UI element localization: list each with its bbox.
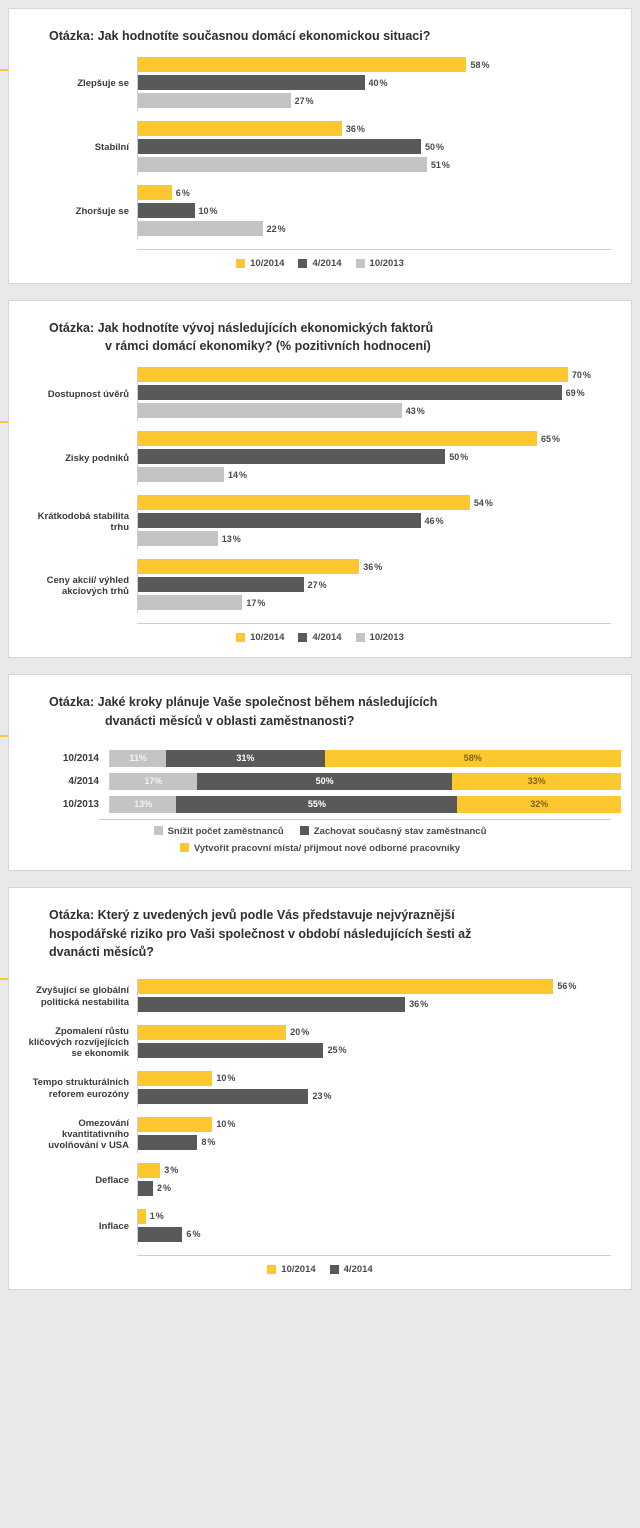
bar-value: 58: [470, 59, 481, 70]
bar-row: [138, 121, 621, 136]
legend-swatch-icon: [267, 1265, 276, 1274]
percent-sign: %: [138, 753, 147, 764]
chart-1-group-1: [19, 57, 621, 111]
bar-row: [138, 1117, 621, 1132]
stacked-row-label: 10/2014: [62, 752, 99, 764]
bar-row: [138, 1181, 621, 1196]
bar-row: [138, 367, 621, 382]
percent-sign: %: [537, 776, 546, 787]
percent-sign: %: [232, 533, 241, 544]
chart-1-category-label: Stabilní: [94, 142, 129, 154]
legend-swatch-icon: [154, 826, 163, 835]
bar-4-2014[interactable]: [138, 1043, 323, 1058]
legend-swatch-icon: [236, 259, 245, 268]
chart-2-category-label: Krátkodobá stabilita trhu: [37, 510, 129, 534]
percent-sign: %: [436, 141, 445, 152]
chart-3-title: [9, 675, 631, 735]
segment-value: 32: [530, 799, 541, 810]
chart-4-group-2: [19, 1025, 621, 1061]
bar-value: 6: [186, 1229, 192, 1240]
bar-row: [138, 403, 621, 418]
legend-label: 10/2013: [369, 632, 404, 644]
bar-value: 46: [424, 515, 435, 526]
legend-swatch-icon: [300, 826, 309, 835]
bar-row: [138, 1227, 621, 1242]
legend-item[interactable]: [154, 826, 284, 838]
bar-value: 36: [409, 999, 420, 1010]
chart-2-group-4: [19, 559, 621, 613]
bar-row: [138, 157, 621, 172]
legend-item[interactable]: [356, 632, 404, 643]
stacked-row-label: 10/2013: [62, 798, 99, 810]
percent-sign: %: [576, 387, 585, 398]
chart-1-category-label: Zhoršuje se: [75, 206, 129, 218]
bar-value: 70: [571, 369, 582, 380]
chart-4-category-label: Deflace: [95, 1175, 129, 1187]
bar-10-2013[interactable]: [138, 403, 402, 418]
bar-row: [138, 185, 621, 200]
percent-sign: %: [420, 999, 429, 1010]
bar-10-2013[interactable]: [138, 93, 291, 108]
bar-4-2014[interactable]: [138, 139, 421, 154]
bar-4-2014[interactable]: [138, 385, 562, 400]
legend-label: 4/2014: [312, 632, 342, 644]
bar-row: [138, 495, 621, 510]
segment-snizit[interactable]: [110, 796, 176, 813]
page-tick-mark: [0, 421, 8, 423]
segment-value: 11: [129, 753, 139, 764]
page-tick-mark: [0, 735, 8, 737]
bar-row: [138, 1163, 621, 1178]
bar-row: [138, 979, 621, 994]
bar-4-2014[interactable]: [138, 1089, 308, 1104]
bar-row: [138, 513, 621, 528]
bar-10-2014[interactable]: [138, 1117, 212, 1132]
chart-2-plot: [9, 361, 631, 624]
stacked-row-label: 4/2014: [68, 775, 99, 787]
bar-10-2014[interactable]: [138, 185, 172, 200]
bar-10-2014[interactable]: [138, 367, 568, 382]
percent-sign: %: [318, 579, 327, 590]
legend-item[interactable]: [236, 632, 284, 643]
chart-4-group-6: [19, 1209, 621, 1245]
bar-value: 40: [368, 77, 379, 88]
percent-sign: %: [338, 1045, 347, 1056]
chart-2-bars-3: [137, 495, 621, 549]
chart-2-bars-4: [137, 559, 621, 613]
legend-label: Vytvořit pracovní místa/ přijmout nové odborné pracovníky: [193, 842, 461, 854]
bar-value: 27: [294, 95, 305, 106]
bar-4-2014[interactable]: [138, 997, 405, 1012]
bar-row: [138, 577, 621, 592]
chart-4-group-4: [19, 1117, 621, 1153]
chart-4-bars-6: [137, 1209, 621, 1245]
chart-1-title: Otázka: Jak hodnotíte současnou domácí ekonomickou situaci?: [49, 29, 431, 43]
percent-sign: %: [356, 123, 365, 134]
stacked-row: [19, 773, 621, 790]
chart-2-bars-1: [137, 367, 621, 421]
bar-4-2014[interactable]: [138, 513, 421, 528]
percent-sign: %: [207, 1137, 216, 1148]
bar-4-2014[interactable]: [138, 203, 195, 218]
chart-card-4: [8, 887, 632, 1289]
chart-2-category-label: Ceny akcií/ výhled akciových trhů: [46, 574, 129, 598]
chart-4-bars-1: [137, 979, 621, 1015]
chart-3-title-line-1: Otázka: Jaké kroky plánuje Vaše společnost během následujících: [49, 695, 438, 710]
legend-swatch-icon: [298, 259, 307, 268]
legend-item[interactable]: [298, 632, 341, 643]
bar-row: [138, 1025, 621, 1040]
chart-4-category-label: Zvyšující se globální politická nestabilita: [36, 985, 129, 1008]
bar-10-2013[interactable]: [138, 595, 242, 610]
stacked-track: [109, 750, 621, 767]
bar-value: 50: [449, 451, 460, 462]
bar-value: 23: [312, 1091, 323, 1102]
chart-2-group-3: [19, 495, 621, 549]
chart-3-axis: [99, 819, 611, 820]
page-tick-mark: [0, 978, 8, 980]
percent-sign: %: [484, 497, 493, 508]
chart-2-legend: [9, 624, 631, 657]
legend-label: 10/2013: [369, 258, 404, 270]
chart-1-category-label: Zlepšuje se: [77, 78, 129, 90]
legend-item[interactable]: [298, 258, 341, 269]
segment-zachovat[interactable]: [166, 750, 324, 767]
bar-value: 51: [430, 159, 441, 170]
bar-row: [138, 1089, 621, 1104]
bar-row: [138, 203, 621, 218]
percent-sign: %: [301, 1027, 310, 1038]
bar-value: 14: [227, 469, 238, 480]
bar-row: [138, 449, 621, 464]
bar-10-2014[interactable]: [138, 1209, 146, 1224]
legend-item[interactable]: [300, 826, 487, 838]
page-tick-mark: [0, 69, 8, 71]
percent-sign: %: [170, 1165, 179, 1176]
segment-value: 31: [236, 753, 247, 764]
bar-row: [138, 385, 621, 400]
percent-sign: %: [568, 981, 577, 992]
bar-10-2014[interactable]: [138, 121, 342, 136]
chart-4-title-line-3: dvanácti měsíců?: [49, 944, 154, 959]
legend-swatch-icon: [298, 633, 307, 642]
percent-sign: %: [323, 1091, 332, 1102]
legend-swatch-icon: [180, 843, 189, 852]
percent-sign: %: [246, 753, 255, 764]
bar-10-2013[interactable]: [138, 221, 263, 236]
legend-item[interactable]: [267, 1264, 315, 1275]
segment-value: 33: [527, 776, 538, 787]
segment-value: 13: [134, 799, 145, 810]
percent-sign: %: [551, 433, 560, 444]
percent-sign: %: [181, 187, 190, 198]
chart-2-group-2: [19, 431, 621, 485]
bar-row: [138, 559, 621, 574]
legend-swatch-icon: [236, 633, 245, 642]
bar-10-2014[interactable]: [138, 1025, 286, 1040]
chart-1-plot: [9, 51, 631, 250]
chart-4-legend: [9, 1256, 631, 1289]
percent-sign: %: [192, 1229, 201, 1240]
bar-row: [138, 1135, 621, 1150]
percent-sign: %: [582, 369, 591, 380]
bar-row: [138, 57, 621, 72]
bar-value: 8: [201, 1137, 207, 1148]
chart-4-title: [9, 888, 631, 966]
chart-4-bars-3: [137, 1071, 621, 1107]
segment-zachovat[interactable]: [176, 796, 457, 813]
bar-value: 10: [216, 1119, 227, 1130]
bar-value: 36: [363, 561, 374, 572]
chart-3-title-line-2: dvanácti měsíců v oblasti zaměstnanosti?: [105, 713, 355, 728]
percent-sign: %: [154, 776, 163, 787]
segment-vytvorit[interactable]: [452, 773, 621, 790]
chart-1-bars-2: [137, 121, 621, 175]
legend-line-1: [154, 826, 487, 838]
segment-value: 58: [463, 753, 474, 764]
stacked-row: [19, 796, 621, 813]
percent-sign: %: [305, 95, 314, 106]
bar-value: 50: [425, 141, 436, 152]
percent-sign: %: [325, 776, 334, 787]
chart-1-group-3: [19, 185, 621, 239]
bar-value: 25: [327, 1045, 338, 1056]
bar-row: [138, 221, 621, 236]
bar-value: 1: [149, 1211, 155, 1222]
chart-card-3: [8, 674, 632, 871]
chart-card-1: [8, 8, 632, 284]
chart-4-title-line-2: hospodářské riziko pro Vaši společnost v období následujících šesti až: [49, 926, 472, 941]
chart-2-bars-2: [137, 431, 621, 485]
percent-sign: %: [257, 597, 266, 608]
segment-value: 50: [315, 776, 326, 787]
stacked-track: [109, 796, 621, 813]
bar-value: 6: [175, 187, 181, 198]
percent-sign: %: [441, 159, 450, 170]
chart-1-bars-3: [137, 185, 621, 239]
chart-1-legend: [9, 250, 631, 283]
legend-label: Snížit počet zaměstnanců: [167, 825, 284, 837]
percent-sign: %: [227, 1119, 236, 1130]
chart-4-category-label: Omezování kvantitativního uvolňování v USA: [48, 1117, 129, 1152]
legend-line-2: [180, 843, 460, 855]
chart-4-category-label: Tempo strukturálních reforem eurozóny: [32, 1077, 129, 1100]
bar-4-2014[interactable]: [138, 1135, 197, 1150]
segment-vytvorit[interactable]: [457, 796, 621, 813]
bar-value: 10: [198, 205, 209, 216]
chart-4-plot: [9, 967, 631, 1256]
segment-zachovat[interactable]: [197, 773, 453, 790]
legend-swatch-icon: [330, 1265, 339, 1274]
chart-2-title-line-1: Otázka: Jak hodnotíte vývoj následujících ekonomických faktorů: [49, 321, 434, 336]
legend-label: 4/2014: [312, 258, 342, 270]
percent-sign: %: [277, 223, 286, 234]
chart-2-group-1: [19, 367, 621, 421]
chart-4-group-5: [19, 1163, 621, 1199]
percent-sign: %: [162, 1183, 171, 1194]
percent-sign: %: [227, 1073, 236, 1084]
bar-value: 20: [290, 1027, 301, 1038]
bar-10-2014[interactable]: [138, 1163, 160, 1178]
chart-4-category-label: Zpomalení růstu klíčových rozvíjejících se ekonomik: [28, 1025, 129, 1060]
legend-item[interactable]: [356, 258, 404, 269]
bar-10-2014[interactable]: [138, 57, 466, 72]
bar-4-2014[interactable]: [138, 577, 304, 592]
bar-value: 17: [246, 597, 257, 608]
chart-4-group-3: [19, 1071, 621, 1107]
bar-10-2014[interactable]: [138, 1071, 212, 1086]
percent-sign: %: [317, 799, 326, 810]
bar-10-2013[interactable]: [138, 467, 224, 482]
legend-label: 10/2014: [250, 632, 285, 644]
bar-row: [138, 1071, 621, 1086]
percent-sign: %: [481, 59, 490, 70]
bar-value: 3: [164, 1165, 170, 1176]
bar-value: 27: [307, 579, 318, 590]
bar-value: 43: [405, 405, 416, 416]
bar-value: 2: [156, 1183, 162, 1194]
chart-2-axis: [137, 623, 611, 624]
percent-sign: %: [379, 77, 388, 88]
bar-row: [138, 75, 621, 90]
bar-4-2014[interactable]: [138, 449, 445, 464]
chart-1-axis: [137, 249, 611, 250]
legend-swatch-icon: [356, 633, 365, 642]
chart-4-group-1: [19, 979, 621, 1015]
bar-row: [138, 139, 621, 154]
percent-sign: %: [238, 469, 247, 480]
percent-sign: %: [540, 799, 549, 810]
chart-1-group-2: [19, 121, 621, 175]
segment-value: 17: [144, 776, 155, 787]
chart-4-bars-5: [137, 1163, 621, 1199]
bar-value: 36: [345, 123, 356, 134]
bar-value: 22: [266, 223, 277, 234]
bar-row: [138, 467, 621, 482]
percent-sign: %: [473, 753, 482, 764]
segment-value: 55: [307, 799, 318, 810]
bar-value: 54: [473, 497, 484, 508]
chart-4-axis: [137, 1255, 611, 1256]
legend-item[interactable]: [236, 258, 284, 269]
chart-2-title: [9, 301, 631, 361]
bar-value: 56: [557, 981, 568, 992]
legend-label: Zachovat současný stav zaměstnanců: [313, 825, 487, 837]
bar-10-2014[interactable]: [138, 559, 359, 574]
chart-4-title-line-1: Otázka: Který z uvedených jevů podle Vás představuje nejvýraznější: [49, 908, 455, 923]
bar-10-2013[interactable]: [138, 531, 218, 546]
percent-sign: %: [155, 1211, 164, 1222]
percent-sign: %: [144, 799, 153, 810]
bar-10-2014[interactable]: [138, 431, 537, 446]
bar-row: [138, 1043, 621, 1058]
segment-vytvorit[interactable]: [325, 750, 621, 767]
bar-row: [138, 431, 621, 446]
chart-2-title-line-2: v rámci domácí ekonomiky? (% pozitivních hodnocení): [105, 339, 431, 354]
bar-4-2014[interactable]: [138, 1227, 182, 1242]
chart-2-category-label: Zisky podniků: [65, 452, 129, 464]
legend-label: 10/2014: [250, 258, 285, 270]
bar-row: [138, 93, 621, 108]
percent-sign: %: [209, 205, 218, 216]
chart-1-bars-1: [137, 57, 621, 111]
stacked-row: [19, 750, 621, 767]
bar-10-2014[interactable]: [138, 979, 553, 994]
chart-2-category-label: Dostupnost úvěrů: [47, 388, 129, 400]
legend-label: 4/2014: [343, 1263, 373, 1275]
bar-row: [138, 1209, 621, 1224]
legend-label: 10/2014: [281, 1263, 316, 1275]
legend-item[interactable]: [330, 1264, 373, 1275]
bar-10-2013[interactable]: [138, 157, 427, 172]
bar-value: 13: [221, 533, 232, 544]
chart-3-legend: [9, 820, 631, 871]
bar-value: 10: [216, 1073, 227, 1084]
bar-4-2014[interactable]: [138, 1181, 153, 1196]
segment-snizit[interactable]: [110, 773, 197, 790]
chart-4-bars-2: [137, 1025, 621, 1061]
segment-snizit[interactable]: [110, 750, 166, 767]
stacked-track: [109, 773, 621, 790]
chart-3-plot: [9, 736, 631, 820]
percent-sign: %: [460, 451, 469, 462]
percent-sign: %: [374, 561, 383, 572]
bar-value: 69: [565, 387, 576, 398]
legend-item[interactable]: [180, 843, 460, 855]
percent-sign: %: [435, 515, 444, 526]
bar-row: [138, 531, 621, 546]
bar-10-2014[interactable]: [138, 495, 470, 510]
percent-sign: %: [416, 405, 425, 416]
bar-value: 65: [540, 433, 551, 444]
chart-4-bars-4: [137, 1117, 621, 1153]
chart-card-2: [8, 300, 632, 658]
bar-row: [138, 595, 621, 610]
chart-4-category-label: Inflace: [98, 1221, 129, 1233]
bar-row: [138, 997, 621, 1012]
bar-4-2014[interactable]: [138, 75, 365, 90]
legend-swatch-icon: [356, 259, 365, 268]
